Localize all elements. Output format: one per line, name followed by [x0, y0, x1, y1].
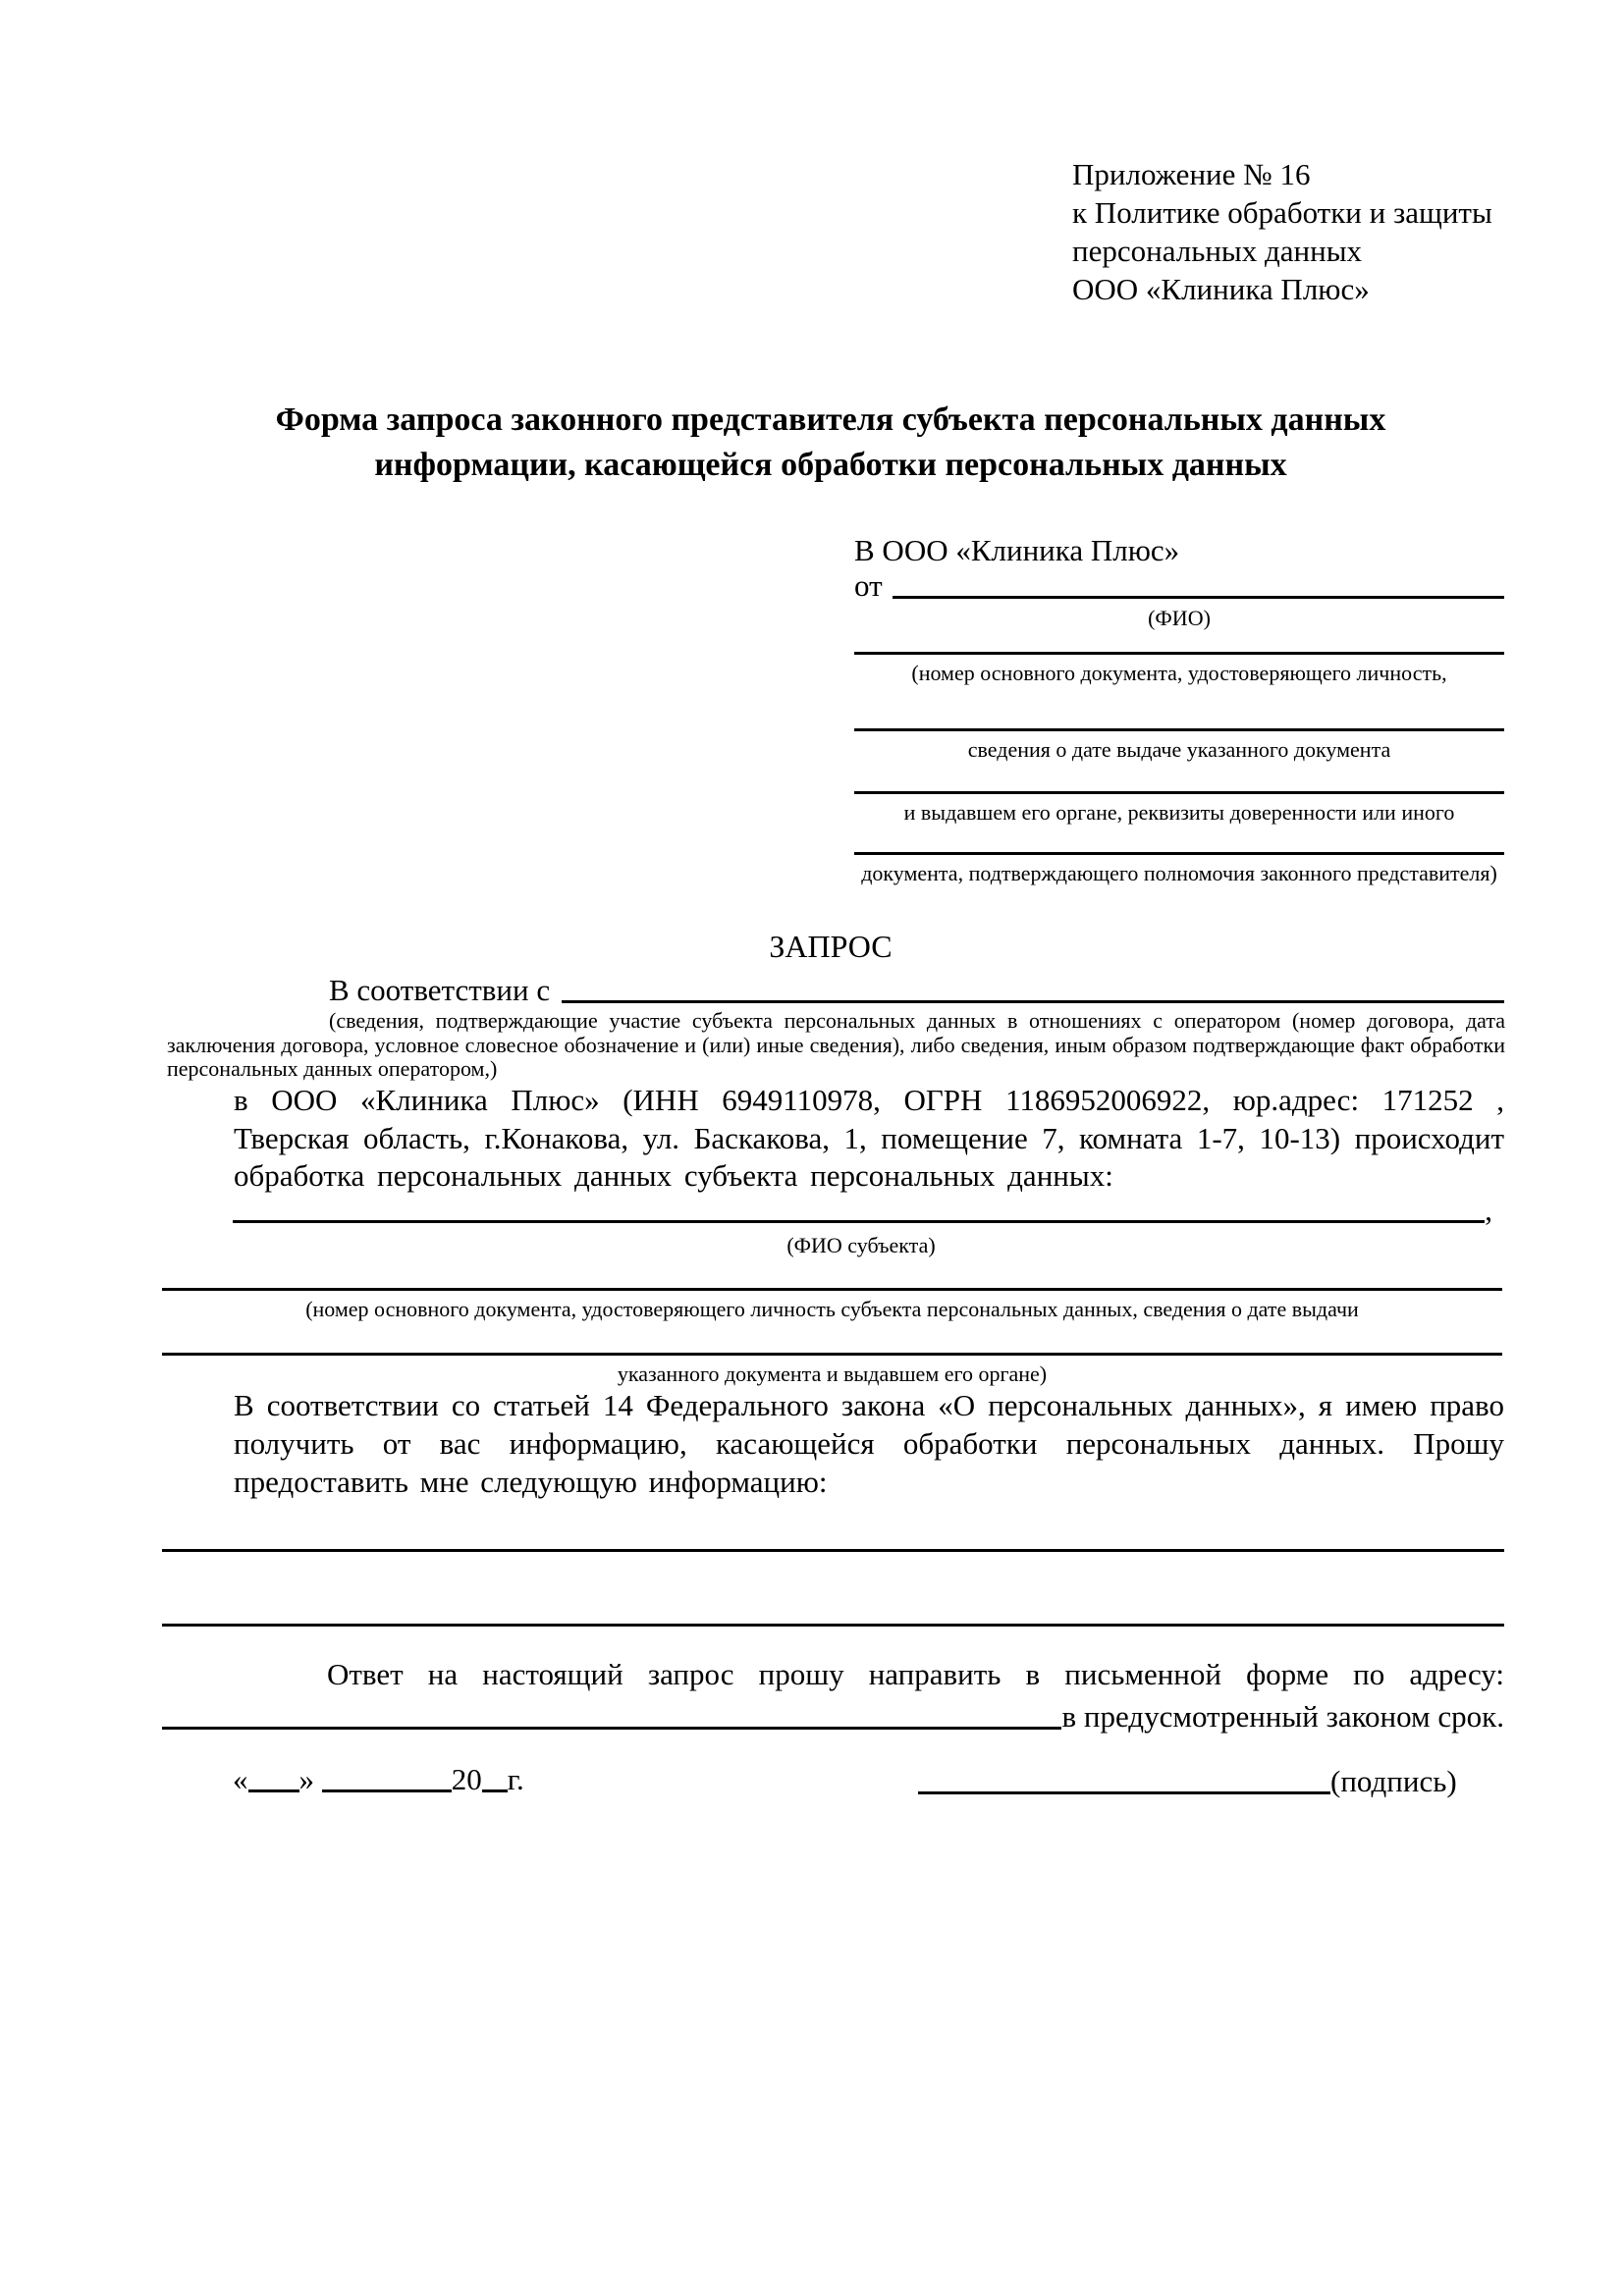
date-field: [233, 1760, 524, 1798]
subject-doc-caption: (номер основного документа, удостоверяющего личность субъекта персональных данных, сведения о дате выдачи: [305, 1297, 1359, 1321]
appendix-header-line: персональных данных: [1072, 234, 1363, 268]
date-day-blank: [248, 1789, 299, 1792]
appendix-header-line: Приложение № 16: [1072, 157, 1311, 191]
subject-doc-blank: [162, 1353, 1502, 1356]
signature-caption: (подпись): [1330, 1764, 1457, 1798]
appendix-header: [1072, 155, 1524, 308]
doc-caption: документа, подтверждающего полномочия законного представителя): [861, 861, 1497, 885]
form-title-line: информации, касающейся обработки персональных данных: [374, 447, 1287, 483]
signature-line: [918, 1791, 1330, 1794]
doc-caption: (номер основного документа, удостоверяющего личность,: [911, 661, 1447, 685]
date-quote-open: «: [233, 1762, 248, 1796]
from-label: от: [854, 568, 883, 603]
form-title: [157, 398, 1504, 488]
date-year-blank: [482, 1789, 508, 1792]
doc-blank-line: [854, 791, 1504, 794]
according-blank-line: [562, 1000, 1504, 1003]
doc-caption: и выдавшем его органе, реквизиты доверенности или иного: [903, 800, 1455, 825]
form-title-line: Форма запроса законного представителя субъекта персональных данных: [275, 401, 1386, 438]
doc-blank-line: [854, 852, 1504, 855]
doc-caption: сведения о дате выдаче указанного документа: [967, 737, 1391, 762]
according-label: В соответствии с: [329, 973, 551, 1007]
date-year-prefix: 20: [451, 1762, 482, 1796]
subject-doc-caption: указанного документа и выдавшем его органе): [617, 1362, 1048, 1386]
info-blank-line: [162, 1624, 1504, 1627]
fio-blank-line: [893, 596, 1504, 599]
law-paragraph: В соответствии со статьей 14 Федерального закона «О персональных данных», я имею право получить от вас информацию, касающейся обработки персональных данных. Прошу предоставить мне следующую информацию:: [234, 1388, 1504, 1499]
from-row: [854, 565, 1504, 605]
date-quote-close: »: [298, 1762, 314, 1796]
subject-fio-row: [233, 1190, 1492, 1229]
date-year-suffix: г.: [507, 1762, 524, 1796]
reply-paragraph: Ответ на настоящий запрос прошу направить в письменной форме по адресу:: [327, 1657, 1504, 1691]
info-blank-line: [162, 1549, 1504, 1552]
subject-doc-blank: [162, 1288, 1502, 1291]
request-heading: ЗАПРОС: [769, 929, 893, 964]
reply-address-blank: [162, 1727, 1061, 1730]
subject-fio-caption: (ФИО субъекта): [786, 1233, 936, 1257]
operator-paragraph: в ООО «Клиника Плюс» (ИНН 6949110978, ОГРН 1186952006922, юр.адрес: 171252 , Тверская область, г.Конакова, ул. Баскакова, 1, помещение 7, комната 1-7, 10-13) происходит обработка персональных данных субъекта персональных данных:: [234, 1083, 1504, 1193]
signature-row: [918, 1757, 1485, 1800]
doc-blank-line: [854, 652, 1504, 655]
according-row: [234, 970, 1504, 1009]
addressee-company: В ООО «Клиника Плюс»: [854, 533, 1180, 567]
fio-caption: (ФИО): [1148, 606, 1211, 630]
reply-tail: в предусмотренный законом срок.: [1061, 1699, 1504, 1734]
doc-blank-line: [854, 728, 1504, 731]
subject-fio-comma: ,: [1485, 1193, 1492, 1227]
appendix-header-line: к Политике обработки и защиты: [1072, 195, 1492, 230]
appendix-header-line: ООО «Клиника Плюс»: [1072, 272, 1370, 306]
reply-address-row: [162, 1694, 1504, 1735]
date-month-blank: [322, 1789, 452, 1792]
small-print-note: (сведения, подтверждающие участие субъекта персональных данных в отношениях с оператором (номер договора, дата заключения договора, условное словесное обозначение и (или) иные сведения), либо сведения, иным образом подтверждающие факт обработки персональных данных оператором,): [167, 1008, 1505, 1081]
subject-fio-blank: [233, 1220, 1485, 1223]
